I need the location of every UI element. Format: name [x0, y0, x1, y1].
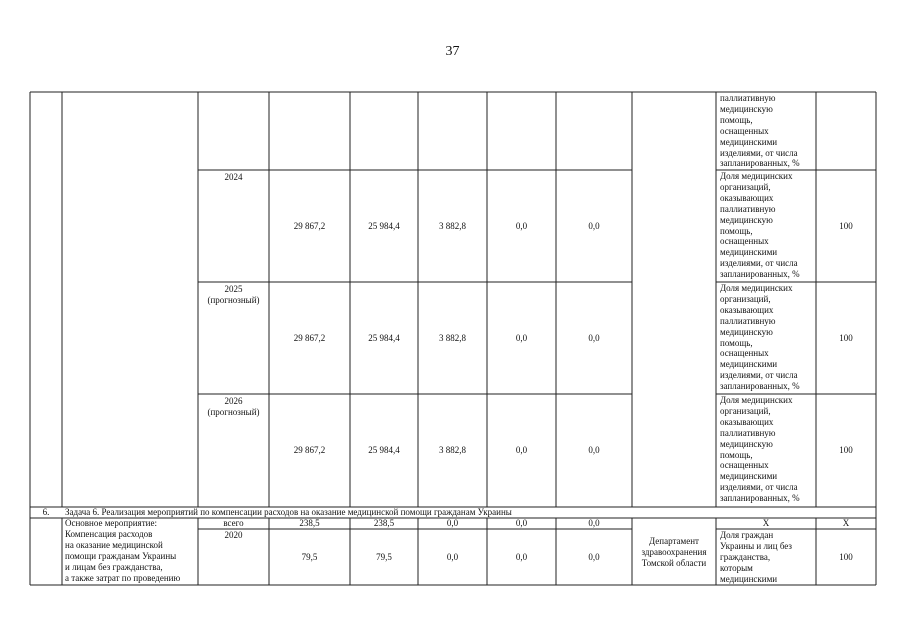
- local-cell: 0,0: [515, 518, 528, 528]
- total-cell: 29 867,2: [293, 333, 326, 343]
- task-number: 6.: [42, 507, 50, 517]
- federal-cell: 25 984,4: [368, 445, 400, 455]
- regional-cell: 3 882,8: [439, 445, 466, 455]
- page-number: 37: [445, 44, 460, 59]
- forecast-label: (прогнозный): [207, 407, 260, 417]
- total-cell: 238,5: [299, 518, 320, 528]
- federal-cell: 25 984,4: [368, 221, 400, 231]
- main-event-description: Компенсация расходов на оказание медицинской помощи гражданам Украины и лицам без гражданства, а также затрат по проведению: [65, 529, 181, 583]
- local-cell: 0,0: [515, 221, 528, 231]
- federal-cell: 25 984,4: [368, 333, 400, 343]
- other-cell: 0,0: [588, 221, 600, 231]
- federal-cell: 238,5: [373, 518, 395, 528]
- indicator-cell: Доля медицинских организаций, оказывающих паллиативную медицинскую помощь, оснащенных медицинскими изделиями, от числа запланированных, %: [720, 171, 800, 280]
- main-event-label: Основное мероприятие:: [65, 518, 157, 528]
- period-cell: всего: [223, 518, 244, 528]
- other-cell: 0,0: [588, 445, 600, 455]
- regional-cell: 0,0: [446, 552, 459, 562]
- other-cell: 0,0: [588, 518, 600, 528]
- target-cell: 100: [839, 221, 853, 231]
- regional-cell: 3 882,8: [439, 333, 466, 343]
- total-cell: 29 867,2: [293, 221, 326, 231]
- regional-cell: 0,0: [446, 518, 459, 528]
- other-cell: 0,0: [588, 552, 600, 562]
- target-cell: 100: [839, 445, 853, 455]
- target-cell: 100: [839, 333, 853, 343]
- target-x-cell: X: [842, 518, 850, 528]
- local-cell: 0,0: [515, 445, 528, 455]
- local-cell: 0,0: [515, 552, 528, 562]
- regional-cell: 3 882,8: [439, 221, 466, 231]
- total-cell: 29 867,2: [293, 445, 326, 455]
- task-title: Задача 6. Реализация мероприятий по компенсации расходов на оказание медицинской помощи гражданам Украины: [65, 507, 512, 517]
- year-cell: 2024: [224, 172, 243, 182]
- indicator-cell: Доля медицинских организаций, оказывающих паллиативную медицинскую помощь, оснащенных медицинскими изделиями, от числа запланированных, %: [720, 395, 800, 504]
- responsible-department: Департамент здравоохранения Томской области: [641, 536, 707, 568]
- indicator-cell: Доля медицинских организаций, оказывающих паллиативную медицинскую помощь, оснащенных медицинскими изделиями, от числа запланированных, %: [720, 283, 800, 392]
- other-cell: 0,0: [588, 333, 600, 343]
- year-cell: 2020: [224, 530, 243, 540]
- year-cell: 2026: [224, 396, 243, 406]
- year-cell: 2025: [224, 284, 243, 294]
- local-cell: 0,0: [515, 333, 528, 343]
- indicator-prev-tail: паллиативную медицинскую помощь, оснащенных медицинскими изделиями, от числа запланированных, %: [720, 93, 800, 169]
- forecast-label: (прогнозный): [207, 295, 260, 305]
- indicator-x-cell: X: [762, 518, 770, 528]
- target-cell: 100: [839, 552, 853, 562]
- total-cell: 79,5: [301, 552, 318, 562]
- federal-cell: 79,5: [376, 552, 392, 562]
- indicator-cell: Доля граждан Украины и лиц без гражданства, которым медицинскими: [720, 530, 792, 584]
